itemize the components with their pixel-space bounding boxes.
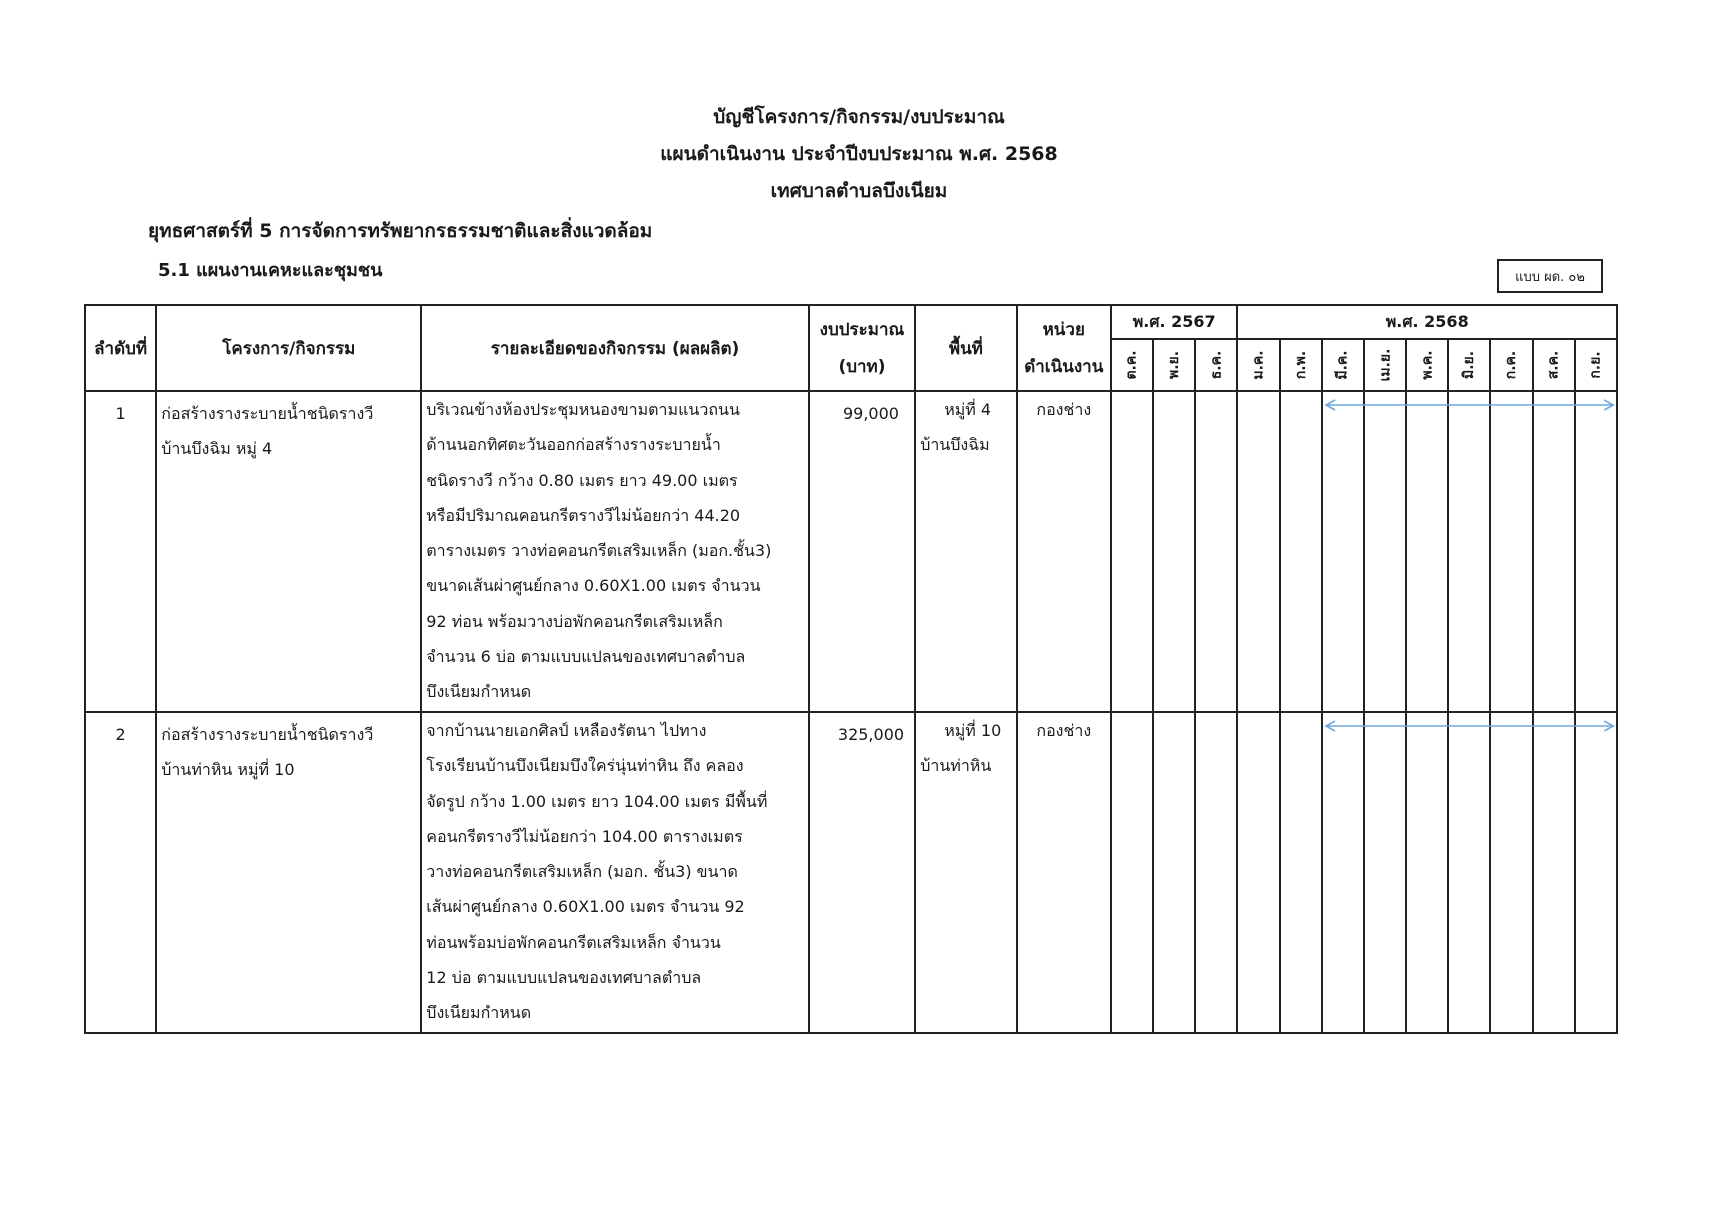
- area-cell: [915, 391, 1016, 712]
- month-cell: [1237, 712, 1279, 1033]
- header-detail: รายละเอียดของกิจกรรม (ผลผลิต): [421, 305, 809, 391]
- area-line: บ้านท่าหิน: [920, 756, 992, 775]
- month-cell: [1490, 391, 1532, 712]
- budget-value: 325,000: [837, 725, 905, 744]
- month-cell: [1406, 712, 1448, 1033]
- header-unit: [1017, 305, 1111, 391]
- month-cell: [1448, 391, 1490, 712]
- month-cell: [1195, 391, 1237, 712]
- table-body: [85, 391, 1617, 1033]
- header-month: [1533, 339, 1575, 391]
- budget-cell: [809, 391, 915, 712]
- detail-line: หรือมีปริมาณคอนกรีตรางวีไม่น้อยกว่า 44.20: [426, 505, 741, 525]
- header-month-label: ก.ค.: [1503, 350, 1520, 380]
- detail-line: ตารางเมตร วางท่อคอนกรีตเสริมเหล็ก (มอก.ชั้น3): [426, 541, 772, 561]
- month-cell: [1153, 391, 1195, 712]
- month-cell: [1575, 712, 1617, 1033]
- detail-line: จำนวน 6 บ่อ ตามแบบแปลนของเทศบาลตำบล: [426, 647, 746, 667]
- unit-cell: [1017, 712, 1111, 1033]
- month-cell: [1406, 391, 1448, 712]
- month-cell: [1111, 391, 1153, 712]
- detail-line: 92 ท่อน พร้อมวางบ่อพักคอนกรีตเสริมเหล็ก: [426, 611, 723, 631]
- detail-line: ขนาดเส้นผ่าศูนย์กลาง 0.60X1.00 เมตร จำนวน: [426, 576, 761, 596]
- header-month-label: มี.ค.: [1334, 350, 1351, 380]
- header-unit-line1: หน่วย: [1042, 320, 1085, 340]
- header-month: [1237, 339, 1279, 391]
- form-code: แบบ ผด. ๐๒: [1515, 269, 1585, 285]
- month-cell: [1364, 712, 1406, 1033]
- project-name-line: ก่อสร้างรางระบายน้ำชนิดรางวี: [161, 725, 374, 744]
- month-cell: [1322, 391, 1364, 712]
- row-number: 1: [115, 404, 126, 423]
- month-cell: [1195, 712, 1237, 1033]
- header-project: โครงการ/กิจกรรม: [156, 305, 421, 391]
- area-cell: [915, 712, 1016, 1033]
- header-month-label: ก.ย.: [1587, 351, 1604, 379]
- month-cell: [1533, 391, 1575, 712]
- project-table: [84, 304, 1618, 1034]
- header-month: [1364, 339, 1406, 391]
- detail-line: เส้นผ่าศูนย์กลาง 0.60X1.00 เมตร จำนวน 92: [426, 897, 745, 917]
- month-cell: [1280, 391, 1322, 712]
- month-cell: [1490, 712, 1532, 1033]
- month-cell: [1111, 712, 1153, 1033]
- table-row: [85, 712, 1617, 1033]
- detail-line: บึงเนียมกำหนด: [426, 682, 532, 702]
- header-unit-line2: ดำเนินงาน: [1024, 357, 1104, 377]
- form-code-box: [1497, 259, 1603, 293]
- project-table-wrapper: [84, 304, 1618, 1034]
- detail-line: ชนิดรางวี กว้าง 0.80 เมตร ยาว 49.00 เมตร: [426, 470, 738, 490]
- header-month: [1195, 339, 1237, 391]
- month-cell: [1280, 712, 1322, 1033]
- header-month-label: ก.พ.: [1292, 350, 1309, 380]
- header-month-label: มิ.ย.: [1461, 350, 1478, 380]
- header-month: [1406, 339, 1448, 391]
- header-budget-line2: (บาท): [838, 357, 886, 377]
- detail-line: ด้านนอกทิศตะวันออกก่อสร้างรางระบายน้ำ: [426, 435, 721, 455]
- organization-name: เทศบาลตำบลบึงเนียม: [770, 180, 948, 202]
- month-cell: [1364, 391, 1406, 712]
- month-cell: [1575, 391, 1617, 712]
- row-number-cell: [85, 712, 156, 1033]
- unit-cell: [1017, 391, 1111, 712]
- detail-line: วางท่อคอนกรีตเสริมเหล็ก (มอก. ชั้น3) ขนาด: [426, 862, 738, 882]
- header-month: [1490, 339, 1532, 391]
- header-month: [1448, 339, 1490, 391]
- month-cell: [1533, 712, 1575, 1033]
- detail-line: ท่อนพร้อมบ่อพักคอนกรีตเสริมเหล็ก จำนวน: [426, 932, 721, 952]
- header-month: [1322, 339, 1364, 391]
- detail-line: คอนกรีตรางวีไม่น้อยกว่า 104.00 ตารางเมตร: [426, 826, 743, 846]
- detail-line: บริเวณข้างห้องประชุมหนองขามตามแนวถนน: [426, 400, 740, 419]
- project-name-line: บ้านบึงฉิม หมู่ 4: [161, 439, 273, 458]
- detail-line: บึงเนียมกำหนด: [426, 1003, 532, 1023]
- budget-value: 99,000: [842, 404, 899, 423]
- detail-cell: [421, 391, 809, 712]
- project-name-line: ก่อสร้างรางระบายน้ำชนิดรางวี: [161, 404, 374, 423]
- header-budget: [809, 305, 915, 391]
- area-line: หมู่ที่ 4: [944, 400, 992, 419]
- unit-name: กองช่าง: [1036, 721, 1092, 740]
- header-year-2568: พ.ศ. 2568: [1237, 305, 1617, 339]
- month-cell: [1448, 712, 1490, 1033]
- project-cell: [156, 712, 421, 1033]
- table-row: [85, 391, 1617, 712]
- area-line: หมู่ที่ 10: [944, 721, 1002, 740]
- project-cell: [156, 391, 421, 712]
- detail-line: โรงเรียนบ้านบึงเนียมบึงใคร่นุ่นท่าหิน ถึง คลอง: [426, 756, 744, 776]
- document-subtitle: แผนดำเนินงาน ประจำปีงบประมาณ พ.ศ. 2568: [660, 143, 1058, 165]
- row-number: 2: [115, 725, 126, 744]
- area-line: บ้านบึงฉิม: [920, 435, 990, 454]
- header-month: [1280, 339, 1322, 391]
- document-title: บัญชีโครงการ/กิจกรรม/งบประมาณ: [713, 106, 1005, 128]
- header-month: [1111, 339, 1153, 391]
- detail-line: จากบ้านนายเอกศิลป์ เหลืองรัตนา ไปทาง: [426, 721, 707, 740]
- month-cell: [1153, 712, 1195, 1033]
- unit-name: กองช่าง: [1036, 400, 1092, 419]
- detail-line: จัดรูป กว้าง 1.00 เมตร ยาว 104.00 เมตร มีพื้นที่: [426, 791, 768, 811]
- project-name-line: บ้านท่าหิน หมู่ที่ 10: [161, 760, 295, 779]
- header-month-label: เม.ย.: [1376, 348, 1393, 382]
- header-no: ลำดับที่: [85, 305, 156, 391]
- header-month-label: พ.ย.: [1166, 350, 1183, 380]
- month-cell: [1322, 712, 1364, 1033]
- budget-cell: [809, 712, 915, 1033]
- month-cell: [1237, 391, 1279, 712]
- header-month: [1575, 339, 1617, 391]
- header-month-label: ต.ค.: [1124, 350, 1141, 380]
- header-month-label: พ.ค.: [1419, 350, 1436, 380]
- strategy-heading: ยุทธศาสตร์ที่ 5 การจัดการทรัพยากรธรรมชาติและสิ่งแวดล้อม: [148, 220, 653, 242]
- header-year-2567: พ.ศ. 2567: [1111, 305, 1238, 339]
- header-month: [1153, 339, 1195, 391]
- detail-line: 12 บ่อ ตามแบบแปลนของเทศบาลตำบล: [426, 968, 702, 988]
- header-month-label: ส.ค.: [1545, 350, 1562, 380]
- header-area: พื้นที่: [915, 305, 1016, 391]
- detail-cell: [421, 712, 809, 1033]
- header-budget-line1: งบประมาณ: [819, 320, 905, 340]
- header-row-top: [85, 305, 1617, 339]
- row-number-cell: [85, 391, 156, 712]
- header-month-label: ธ.ค.: [1208, 350, 1225, 380]
- plan-heading: 5.1 แผนงานเคหะและชุมชน: [158, 260, 383, 281]
- header-month-label: ม.ค.: [1250, 350, 1267, 380]
